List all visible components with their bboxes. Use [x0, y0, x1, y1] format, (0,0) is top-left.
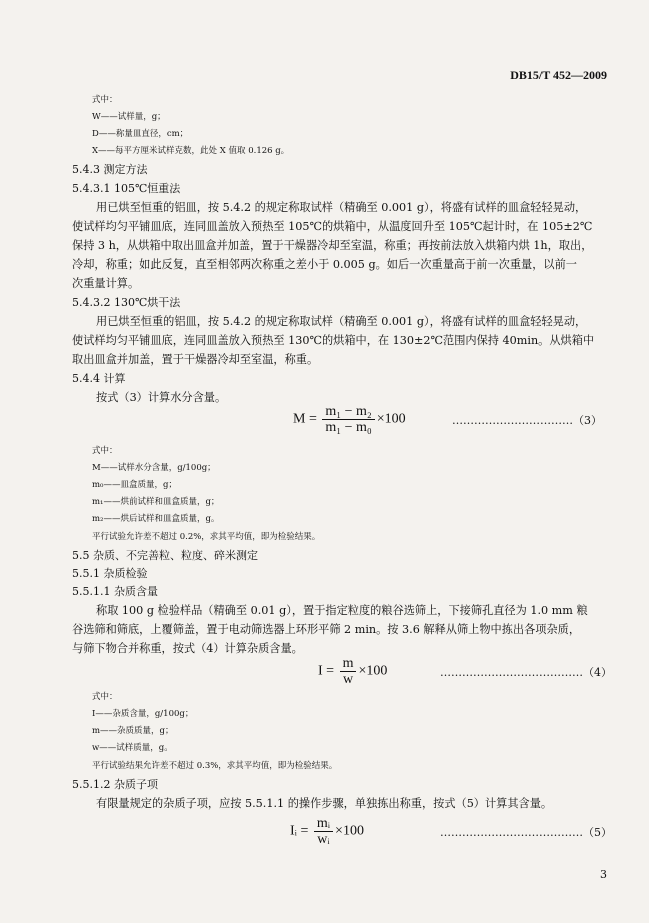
paragraph-line: 与筛下物合并称重，按式（4）计算杂质含量。 [72, 642, 303, 655]
section-heading: 5.5 杂质、不完善粒、粒度、碎米测定 [72, 549, 258, 562]
text-line: W——试样量，g； [92, 112, 166, 122]
formula-multiplier: ×100 [335, 823, 364, 839]
section-heading: 5.5.1.1 杂质含量 [72, 585, 158, 598]
text-line: M——试样水分含量，g/100g； [92, 463, 216, 473]
paragraph-line: 次重量计算。 [72, 277, 140, 290]
paragraph-line: 按式（3）计算水分含量。 [96, 391, 227, 404]
equation-number: …………………………………（5） [440, 826, 612, 839]
text-line: 式中： [92, 692, 118, 702]
formula-denominator: wᵢ [317, 832, 330, 847]
formula-numerator: m₁ − m₂ [322, 404, 374, 420]
section-heading: 5.5.1 杂质检验 [72, 567, 148, 580]
text-line: 平行试验结果允许差不超过 0.3%，求其平均值，即为检验结果。 [92, 761, 338, 771]
paragraph-line: 使试样均匀平铺皿底，连同皿盖放入预热至 130℃的烘箱中，在 130±2℃范围内保持 40min。从烘箱中 [72, 334, 595, 347]
formula-fraction [314, 816, 333, 847]
equation-number: …………………………………（4） [440, 666, 612, 679]
formula-multiplier: ×100 [376, 411, 406, 427]
paragraph-line: 使试样均匀平铺皿底，连同皿盖放入预热至 105℃的烘箱中，从温度回升至 105℃起计时，在 105±2℃ [72, 220, 593, 233]
text-line: w——试样质量，g。 [92, 743, 173, 753]
text-line: m——杂质质量，g； [92, 726, 174, 736]
text-line: 平行试验允许差不超过 0.2%，求其平均值，即为检验结果。 [92, 532, 321, 542]
paragraph-line: 用已烘至恒重的铝皿，按 5.4.2 的规定称取试样（精确至 0.001 g），将盛有试样的皿盒轻轻晃动， [96, 315, 587, 328]
formula-4 [318, 656, 387, 687]
formula-fraction [340, 656, 357, 687]
document-code: DB15/T 452—2009 [510, 68, 607, 82]
formula-lhs: M = [293, 411, 317, 427]
section-heading: 5.4.3.1 105℃恒重法 [72, 182, 181, 195]
paragraph-line: 保持 3 h，从烘箱中取出皿盒并加盖，置于干燥器冷却至室温，称重；再按前法放入烘箱内烘 1h，取出， [72, 239, 593, 252]
text-line: 式中： [92, 446, 118, 456]
text-line: m₂——烘后试样和皿盒质量，g。 [92, 514, 220, 524]
paragraph-line: 取出皿盒并加盖，置于干燥器冷却至室温，称重。 [72, 353, 319, 366]
formula-numerator: mᵢ [314, 816, 333, 832]
text-line: D——称量皿直径，cm； [92, 129, 189, 139]
text-line: X——每平方厘米试样克数，此处 X 值取 0.126 g。 [92, 146, 290, 156]
text-line: I——杂质含量，g/100g； [92, 709, 194, 719]
paragraph-line: 称取 100 g 检验样品（精确至 0.01 g），置于指定粒度的粮谷选筛上，下接筛孔直径为 1.0 mm 粮 [96, 604, 588, 617]
section-heading: 5.5.1.2 杂质子项 [72, 778, 158, 791]
formula-5 [290, 816, 364, 847]
paragraph-line: 谷选筛和筛底，上覆筛盖，置于电动筛选器上环形平筛 2 min。按 3.6 解释从筛上物中拣出各项杂质， [72, 623, 581, 636]
paragraph-line: 冷却，称重；如此反复，直至相邻两次称重之差小于 0.005 g。如后一次重量高于前一次重量，以前一 [72, 258, 577, 271]
formula-denominator: m₁ − m₀ [325, 420, 372, 435]
text-line: m₁——烘前试样和皿盒质量，g； [92, 497, 220, 507]
formula-denominator: w [342, 672, 354, 687]
section-heading: 5.4.3 测定方法 [72, 163, 148, 176]
section-heading: 5.4.4 计算 [72, 372, 126, 385]
formula-multiplier: ×100 [358, 663, 388, 679]
paragraph-line: 有限量规定的杂质子项，应按 5.5.1.1 的操作步骤，单独拣出称重，按式（5）计算其含量。 [96, 797, 553, 810]
formula-lhs: I = [318, 663, 335, 679]
section-heading: 5.4.3.2 130℃烘干法 [72, 296, 181, 309]
text-line: 式中： [92, 95, 118, 105]
page-number: 3 [600, 868, 607, 881]
formula-fraction [322, 404, 374, 435]
formula-numerator: m [340, 656, 357, 672]
paragraph-line: 用已烘至恒重的铝皿，按 5.4.2 的规定称取试样（精确至 0.001 g），将盛有试样的皿盒轻轻晃动， [96, 201, 587, 214]
text-line: m₀——皿盒质量，g； [92, 480, 177, 490]
formula-3 [293, 404, 406, 435]
formula-lhs: Iᵢ = [290, 823, 309, 839]
equation-number: ……………………………（3） [452, 414, 602, 427]
